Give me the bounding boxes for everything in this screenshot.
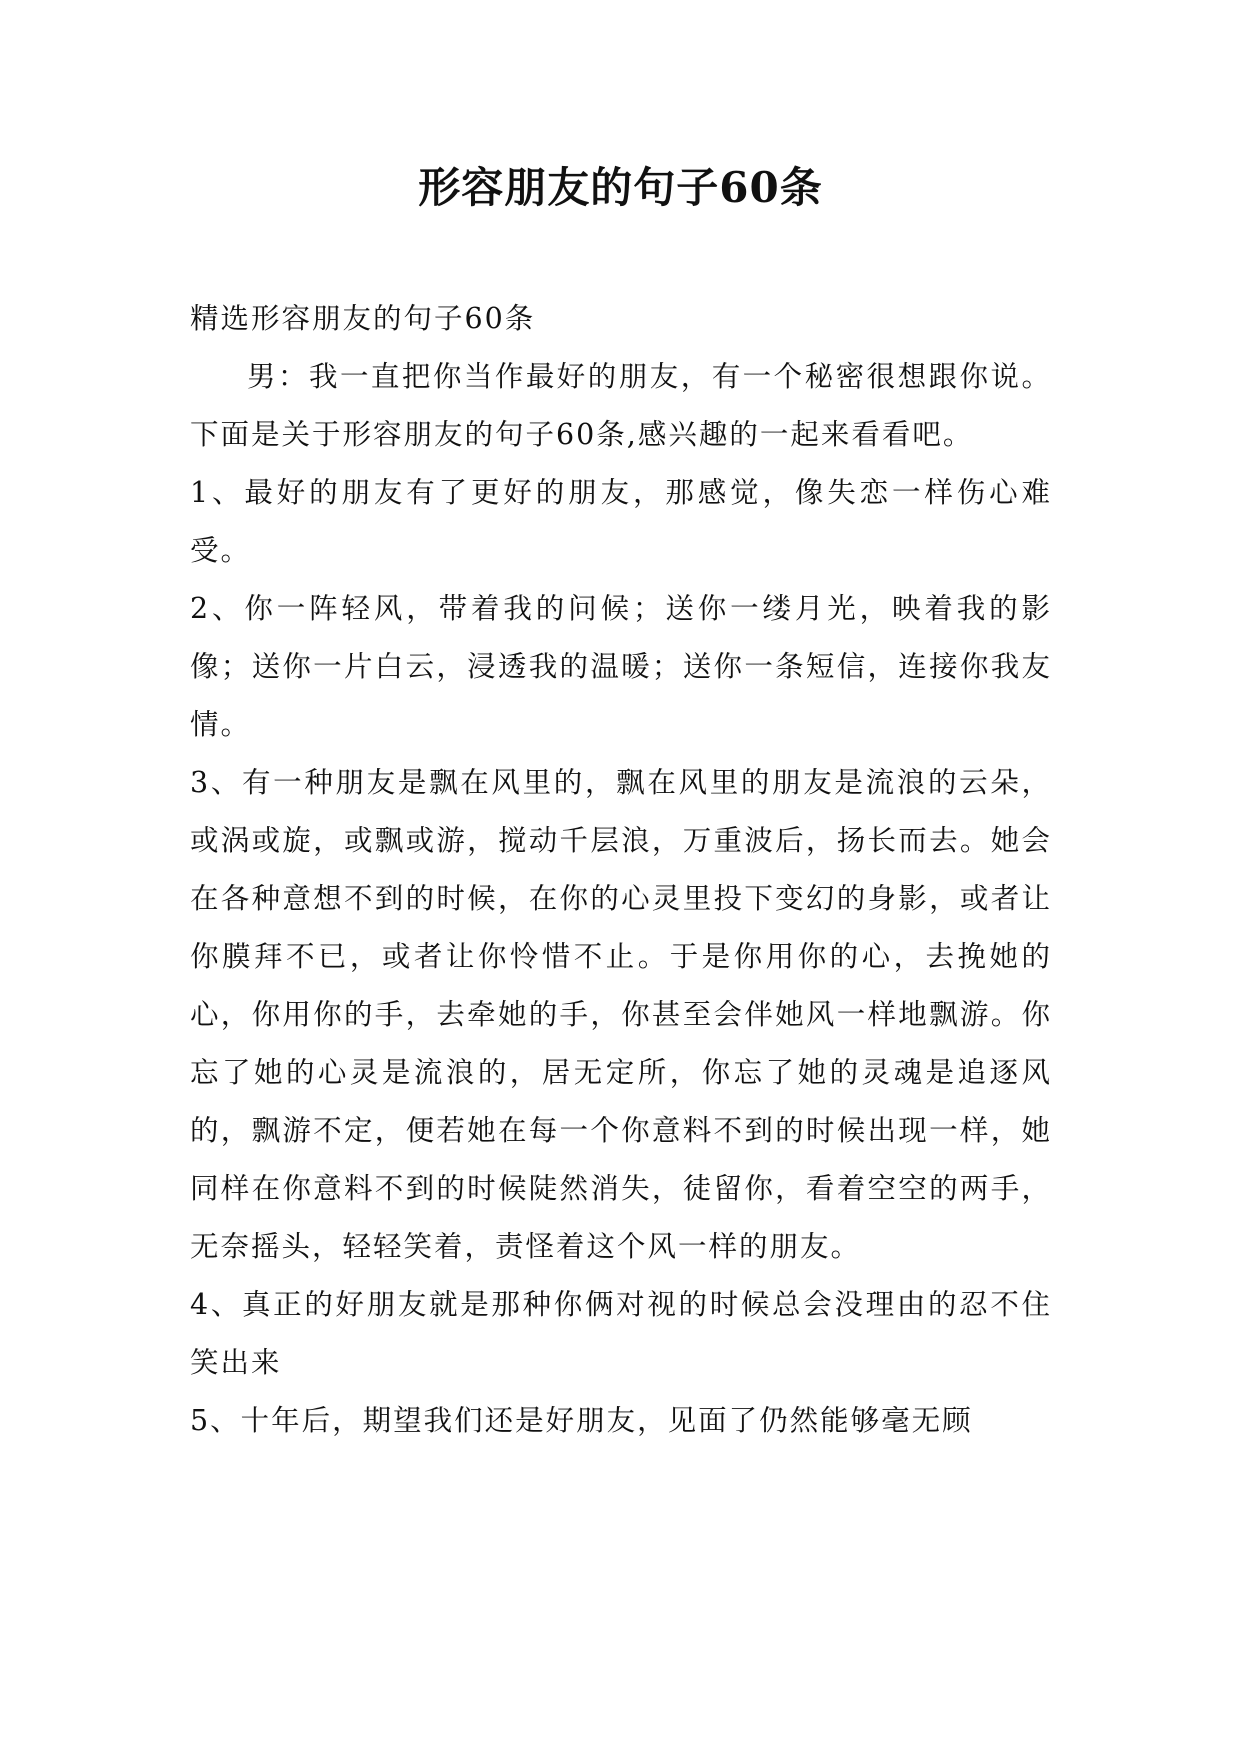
list-item: 5、十年后，期望我们还是好朋友，见面了仍然能够毫无顾 bbox=[190, 1404, 973, 1437]
intro-paragraph: 男：我一直把你当作最好的朋友，有一个秘密很想跟你说。下面是关于形容朋友的句子60条,感兴趣的一起来看看吧。 bbox=[190, 360, 1052, 451]
document-title: 形容朋友的句子60条 bbox=[418, 163, 823, 212]
document-subtitle: 精选形容朋友的句子60条 bbox=[190, 302, 536, 335]
document-body bbox=[190, 290, 1052, 1450]
list-item: 4、真正的好朋友就是那种你俩对视的时候总会没理由的忍不住笑出来 bbox=[190, 1288, 1052, 1379]
list-item: 1、最好的朋友有了更好的朋友，那感觉，像失恋一样伤心难受。 bbox=[190, 476, 1052, 567]
list-item: 2、你一阵轻风，带着我的问候；送你一缕月光，映着我的影像；送你一片白云，浸透我的温暖；送你一条短信，连接你我友情。 bbox=[190, 592, 1052, 741]
list-item: 3、有一种朋友是飘在风里的，飘在风里的朋友是流浪的云朵，或涡或旋，或飘或游，搅动千层浪，万重波后，扬长而去。她会在各种意想不到的时候，在你的心灵里投下变幻的身影，或者让你膜拜不已，或者让你怜惜不止。于是你用你的心，去挽她的心，你用你的手，去牵她的手，你甚至会伴她风一样地飘游。你忘了她的心灵是流浪的，居无定所，你忘了她的灵魂是追逐风的，飘游不定，便若她在每一个你意料不到的时候出现一样，她同样在你意料不到的时候陡然消失，徒留你，看着空空的两手，无奈摇头，轻轻笑着，责怪着这个风一样的朋友。 bbox=[190, 766, 1052, 1263]
